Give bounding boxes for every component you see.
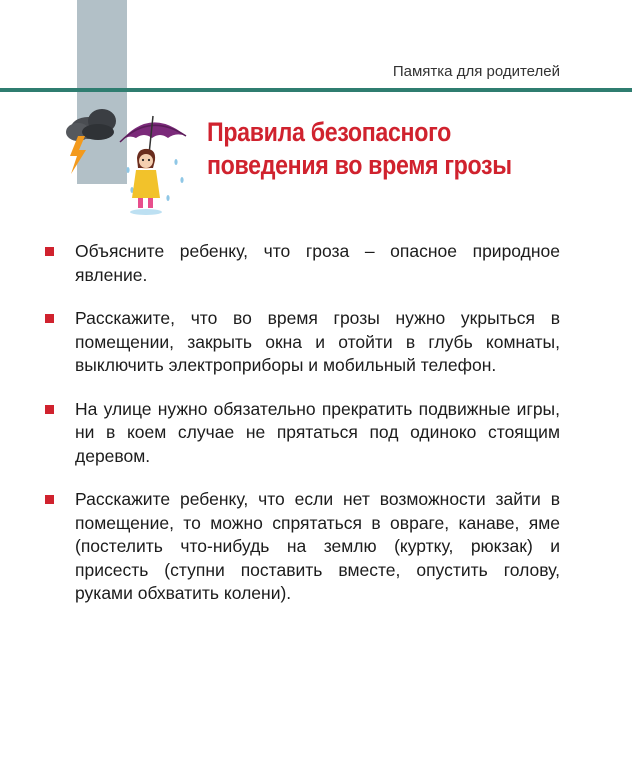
storm-cloud-icon [66, 109, 116, 141]
title-line-2: поведения во время грозы [207, 150, 512, 180]
rule-text: Объясните ребенку, что гроза – опасное природное явление. [75, 241, 560, 285]
bullet-square-icon [45, 314, 54, 323]
lightning-icon [70, 136, 86, 174]
bullet-square-icon [45, 247, 54, 256]
page-title [207, 116, 534, 182]
bullet-square-icon [45, 405, 54, 414]
list-item [45, 398, 560, 469]
safety-rules-list [45, 240, 560, 626]
list-item [45, 307, 560, 378]
list-item [45, 488, 560, 606]
rule-text: На улице нужно обязательно прекратить подвижные игры, ни в коем случае не прятаться под одиноко стоящим деревом. [75, 398, 560, 466]
header-divider [0, 88, 632, 92]
bullet-square-icon [45, 495, 54, 504]
girl-with-umbrella-icon [120, 116, 186, 215]
title-line-1: Правила безопасного [207, 117, 451, 147]
storm-illustration [58, 102, 198, 222]
list-item [45, 240, 560, 287]
header-label: Памятка для родителей [392, 63, 560, 80]
rule-text: Расскажите ребенку, что если нет возможности зайти в помещение, то можно спрятаться в овраге, канаве, яме (постелить что-нибудь на землю (куртку, рюкзак) и присесть (ступни поставить вместе, опустить голову, руками обхватить колени). [75, 489, 560, 603]
rule-text: Расскажите, что во время грозы нужно укрыться в помещении, закрыть окна и отойти в глубь комнаты, выключить электроприборы и мобильный телефон. [75, 308, 560, 375]
